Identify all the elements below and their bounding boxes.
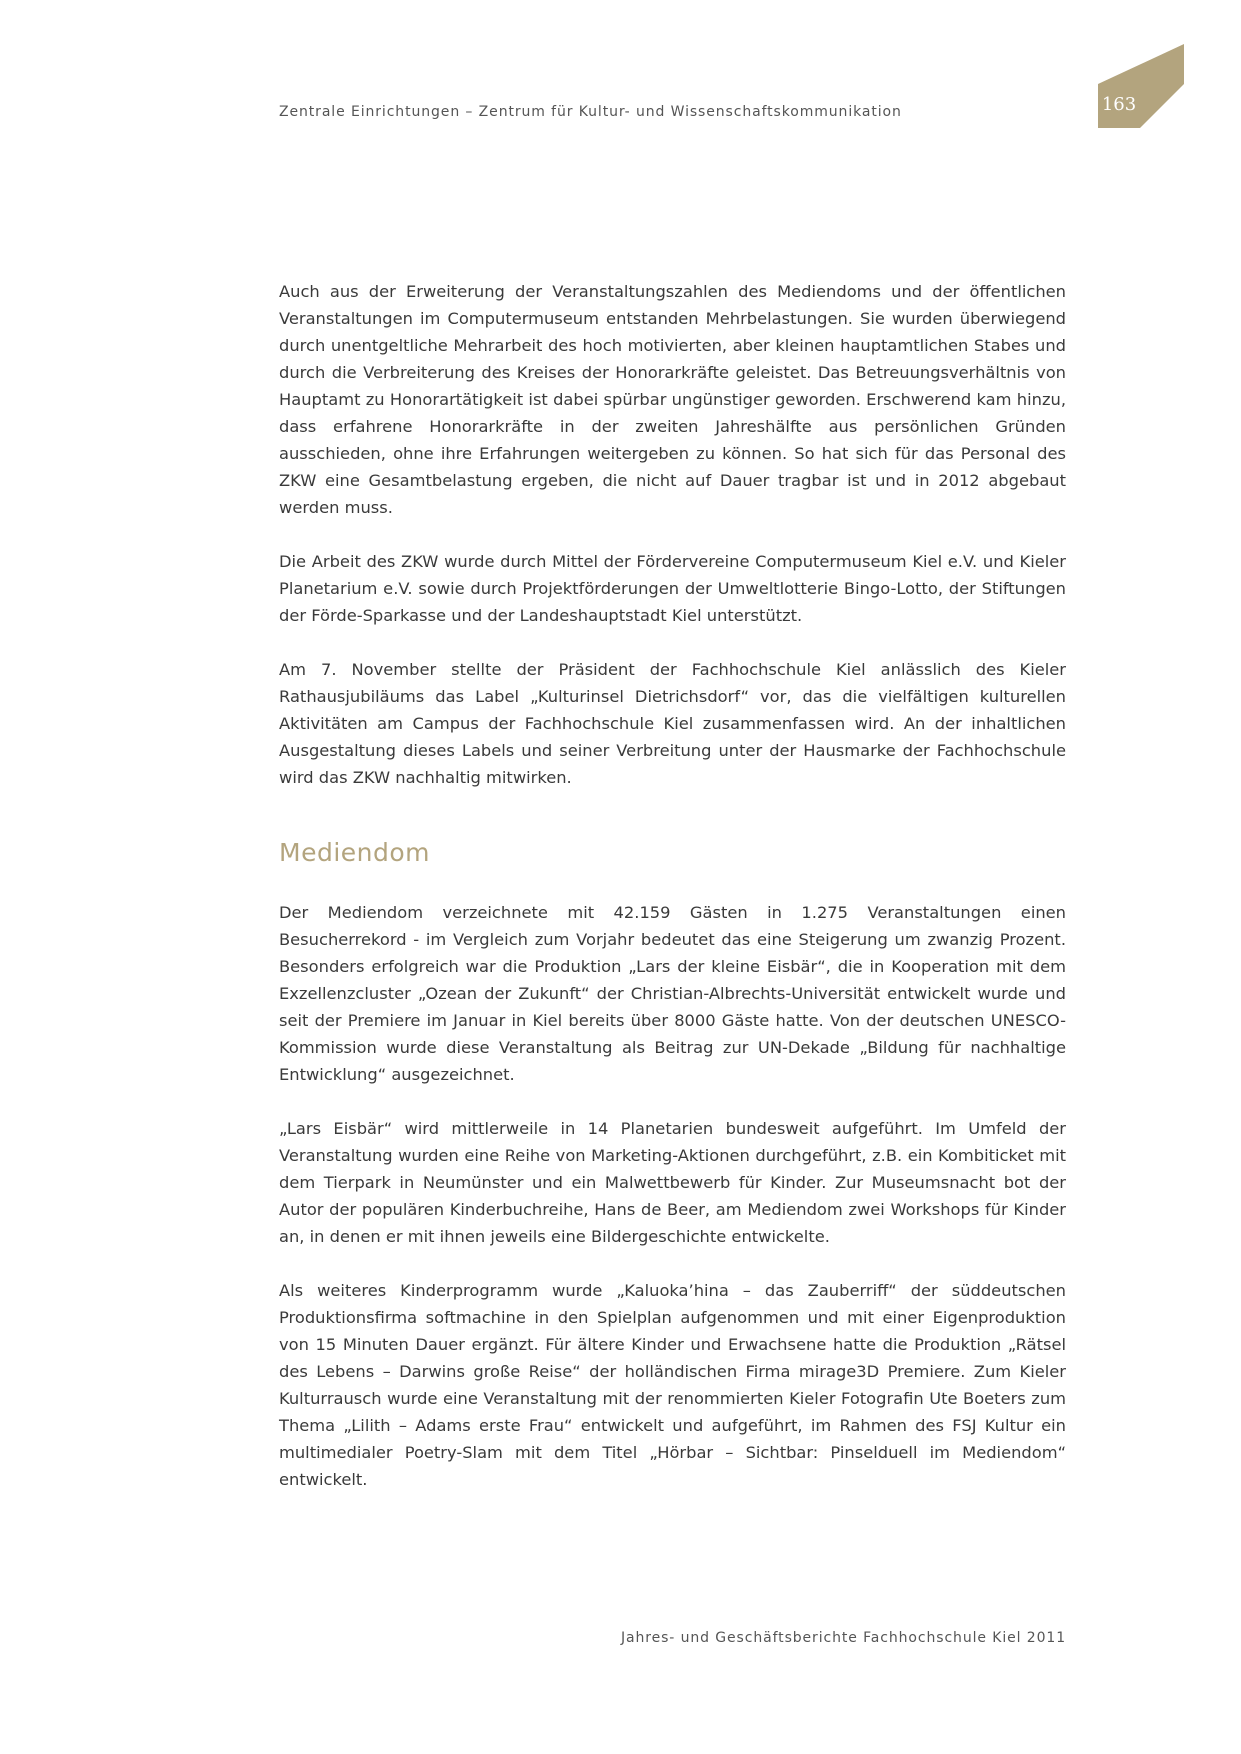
page-corner-tab [1098, 44, 1184, 128]
paragraph: Als weiteres Kinderprogramm wurde „Kaluoka’hina – das Zauberriff“ der süddeutschen Produktionsfirma softmachine in den Spielplan aufgenommen und mit einer Eigenproduktion von 15 Minuten Dauer ergänzt. Für ältere Kinder und Erwachsene hatte die Produktion „Rätsel des Lebens – Darwins große Reise“ der holländischen Firma mirage3D Premiere. Zum Kieler Kulturrausch wurde eine Veranstaltung mit der renommierten Kieler Fotografin Ute Boeters zum Thema „Lilith – Adams erste Frau“ entwickelt und aufgeführt, im Rahmen des FSJ Kultur ein multimedialer Poetry-Slam mit dem Titel „Hörbar – Sichtbar: Pinselduell im Mediendom“ entwickelt. [279, 1281, 1066, 1489]
page-number: 163 [1101, 94, 1137, 115]
paragraph: Am 7. November stellte der Präsident der Fachhochschule Kiel anlässlich des Kieler Rathausjubiläums das Label „Kulturinsel Dietrichsdorf“ vor, das die vielfältigen kulturellen Aktivitäten am Campus der Fachhochschule Kiel zusammenfassen wird. An der inhaltlichen Ausgestaltung dieses Labels und seiner Verbreitung unter der Hausmarke der Fachhochschule wird das ZKW nachhaltig mitwirken. [279, 660, 1066, 787]
paragraph: Auch aus der Erweiterung der Veranstaltungszahlen des Mediendoms und der öffentlichen Veranstaltungen im Computermuseum entstanden Mehrbelastungen. Sie wurden überwiegend durch unentgeltliche Mehrarbeit des hoch motivierten, aber kleinen hauptamtlichen Stabes und durch die Verbreiterung des Kreises der Honorarkräfte geleistet. Das Betreuungsverhältnis von Hauptamt zu Honorartätigkeit ist dabei spürbar ungünstiger geworden. Erschwerend kam hinzu, dass erfahrene Honorarkräfte in der zweiten Jahreshälfte aus persönlichen Gründen ausschieden, ohne ihre Erfahrungen weitergeben zu können. So hat sich für das Personal des ZKW eine Gesamtbelastung ergeben, die nicht auf Dauer tragbar ist und in 2012 abgebaut werden muss. [279, 282, 1066, 517]
page-corner-shape [1098, 44, 1184, 128]
mediendom-text-block [279, 899, 1066, 1520]
intro-text-block [279, 278, 1066, 818]
section-heading-mediendom: Mediendom [279, 838, 431, 867]
running-footer: Jahres- und Geschäftsberichte Fachhochschule Kiel 2011 [620, 1630, 1066, 1646]
paragraph: Der Mediendom verzeichnete mit 42.159 Gästen in 1.275 Veranstaltungen einen Besucherrekord - im Vergleich zum Vorjahr bedeutet das eine Steigerung um zwanzig Prozent. Besonders erfolgreich war die Produktion „Lars der kleine Eisbär“, die in Kooperation mit dem Exzellenzcluster „Ozean der Zukunft“ der Christian-Albrechts-Universität entwickelt wurde und seit der Premiere im Januar in Kiel bereits über 8000 Gäste hatte. Von der deutschen UNESCO-Kommission wurde diese Veranstaltung als Beitrag zur UN-Dekade „Bildung für nachhaltige Entwicklung“ ausgezeichnet. [279, 903, 1066, 1084]
paragraph: „Lars Eisbär“ wird mittlerweile in 14 Planetarien bundesweit aufgeführt. Im Umfeld der Veranstaltung wurden eine Reihe von Marketing-Aktionen durchgeführt, z.B. ein Kombiticket mit dem Tierpark in Neumünster und ein Malwettbewerb für Kinder. Zur Museumsnacht bot der Autor der populären Kinderbuchreihe, Hans de Beer, am Mediendom zwei Workshops für Kinder an, in denen er mit ihnen jeweils eine Bildergeschichte entwickelte. [279, 1119, 1066, 1246]
running-header: Zentrale Einrichtungen – Zentrum für Kultur- und Wissenschaftskommunikation [279, 104, 902, 120]
paragraph: Die Arbeit des ZKW wurde durch Mittel der Fördervereine Computermuseum Kiel e.V. und Kieler Planetarium e.V. sowie durch Projektförderungen der Umweltlotterie Bingo-Lotto, der Stiftungen der Förde-Sparkasse und der Landeshauptstadt Kiel unterstützt. [279, 552, 1066, 625]
